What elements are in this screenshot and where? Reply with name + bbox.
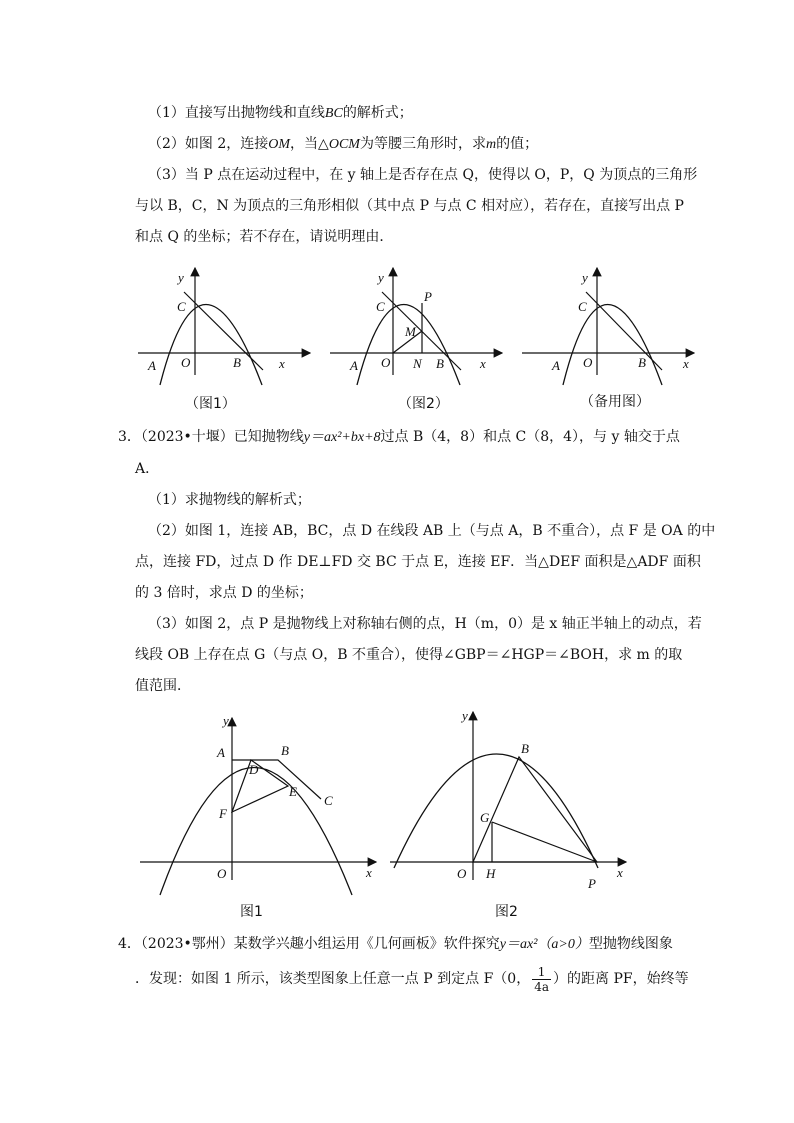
q2-part2-d: 的值；: [496, 136, 539, 152]
q3fig1-label-a: A: [217, 745, 225, 760]
fig3-label-x: x: [683, 356, 689, 371]
q2-part1-bc: BC: [324, 106, 343, 121]
q3fig1-parabola: [160, 768, 352, 896]
q3-heading-a: 3．（2023•十堰）已知抛物线: [118, 429, 304, 445]
q3fig2-label-h: H: [486, 866, 496, 881]
q3fig1-label-b: B: [281, 743, 289, 758]
q3-heading-line2: A．: [135, 461, 160, 477]
q3fig2-label-x: x: [617, 865, 623, 880]
q3fig1-label-d: D: [249, 762, 259, 777]
fig3-caption: （备用图）: [580, 394, 650, 410]
q3-part2-line1: （2）如图 1，连接 AB，BC，点 D 在线段 AB 上（与点 A，B 不重合），点 F 是 OA 的中: [148, 523, 716, 539]
q4-line1: [118, 934, 673, 955]
q3fig2-label-b: B: [521, 741, 529, 756]
q3fig1-caption: 图1: [240, 904, 263, 920]
fig1-label-b: B: [233, 355, 241, 370]
q4-fraction: [532, 965, 551, 994]
fig1-label-o: O: [181, 355, 191, 370]
q2-part2-c: 为等腰三角形时，求: [359, 136, 486, 152]
q3-figure-2: [390, 708, 626, 920]
q4-fraction-numerator: 1: [532, 965, 551, 980]
fig2-label-o: O: [381, 355, 391, 370]
q2-part3-line3: 和点 Q 的坐标；若不存在，请说明理由．: [135, 229, 394, 245]
q2-part3-line2: 与以 B，C，N 为顶点的三角形相似（其中点 P 与点 C 相对应），若存在，直接写出点 P: [135, 198, 684, 214]
q4-fraction-denominator: 4a: [534, 979, 549, 994]
fig1-caption: （图1）: [185, 396, 236, 412]
q3fig1-label-f: F: [219, 806, 227, 821]
q2-part1-text: （1）直接写出抛物线和直线: [148, 105, 325, 121]
q2-part1-end: 的解析式；: [342, 105, 413, 121]
fig2-label-a: A: [350, 358, 358, 373]
q2-part3-line1: （3）当 P 点在运动过程中，在 y 轴上是否存在点 Q，使得以 O，P，Q 为顶点的三角形: [148, 167, 698, 183]
q3-part3-line3: 值范围．: [135, 678, 191, 694]
fig2-label-n: N: [413, 356, 422, 371]
q4-line1-b: 型抛物线图象: [588, 936, 673, 952]
q3-part1: （1）求抛物线的解析式；: [148, 492, 311, 508]
q3fig2-line-gp: [492, 822, 597, 862]
fig1-label-x: x: [279, 356, 285, 371]
fig2-label-p: P: [424, 289, 432, 304]
fig1-label-c: C: [177, 299, 186, 314]
q3fig1-label-c: C: [324, 793, 333, 808]
q3fig2-caption: 图2: [495, 904, 518, 920]
q3-part2-line2: 点，连接 FD，过点 D 作 DE⊥FD 交 BC 于点 E，连接 EF．当△DEF 面积是△ADF 面积: [135, 554, 701, 570]
q4-line1-equation: y＝ax²（a>0）: [499, 937, 589, 952]
q3fig1-label-o: O: [217, 866, 227, 881]
q3fig1-line-abc: [232, 760, 321, 799]
fig2-label-c: C: [376, 299, 385, 314]
fig3-label-c: C: [578, 299, 587, 314]
q3fig2-label-o: O: [457, 866, 467, 881]
fig2-label-m: M: [405, 324, 416, 339]
fig3-label-o: O: [583, 355, 593, 370]
q3-part2-line3: 的 3 倍时，求点 D 的坐标；: [135, 585, 313, 601]
fig3-label-a: A: [552, 358, 560, 373]
fig3-label-y: y: [582, 270, 588, 285]
fig2-label-b: B: [436, 356, 444, 371]
q3fig1-label-y: y: [223, 713, 229, 728]
q2-part2-a: （2）如图 2，连接: [148, 136, 269, 152]
q4-line2: [135, 964, 689, 994]
q3fig2-label-y: y: [462, 708, 468, 723]
fig1-label-a: A: [148, 358, 156, 373]
q3-heading-equation: y＝ax²+bx+8: [303, 430, 381, 445]
fig3-label-b: B: [638, 355, 646, 370]
q2-part2-ocm: OCM: [328, 137, 360, 152]
q4-line2-a: ．发现：如图 1 所示，该类型图象上任意一点 P 到定点 F（0，: [135, 971, 531, 987]
q3-part3-line2: 线段 OB 上存在点 G（与点 O，B 不重合），使得∠GBP＝∠HGP＝∠BOH，求 m 的取: [135, 647, 683, 663]
q3-part3-line1: （3）如图 2，点 P 是抛物线上对称轴右侧的点，H（m，0）是 x 轴正半轴上的动点，若: [148, 616, 702, 632]
q4-line2-b: ）的距离 PF，始终等: [553, 971, 689, 987]
q3fig2-label-p: P: [588, 876, 596, 891]
q2-part2-b: ，当△: [290, 136, 329, 152]
q3fig2-label-g: G: [480, 810, 490, 825]
q3fig1-label-e: E: [289, 784, 297, 799]
q4-line1-a: 4．（2023•鄂州）某数学兴趣小组运用《几何画板》软件探究: [118, 936, 500, 952]
fig1-label-y: y: [178, 270, 184, 285]
q3-figure-1: [140, 713, 376, 920]
fig2-caption: （图2）: [398, 396, 449, 412]
fig2-label-x: x: [480, 356, 486, 371]
q3fig1-label-x: x: [366, 865, 372, 880]
q2-part2-m: m: [485, 137, 497, 152]
q3-heading-b: 过点 B（4，8）和点 C（8，4），与 y 轴交于点: [380, 429, 680, 445]
q2-part2-om: OM: [268, 137, 291, 152]
fig2-label-y: y: [378, 270, 384, 285]
